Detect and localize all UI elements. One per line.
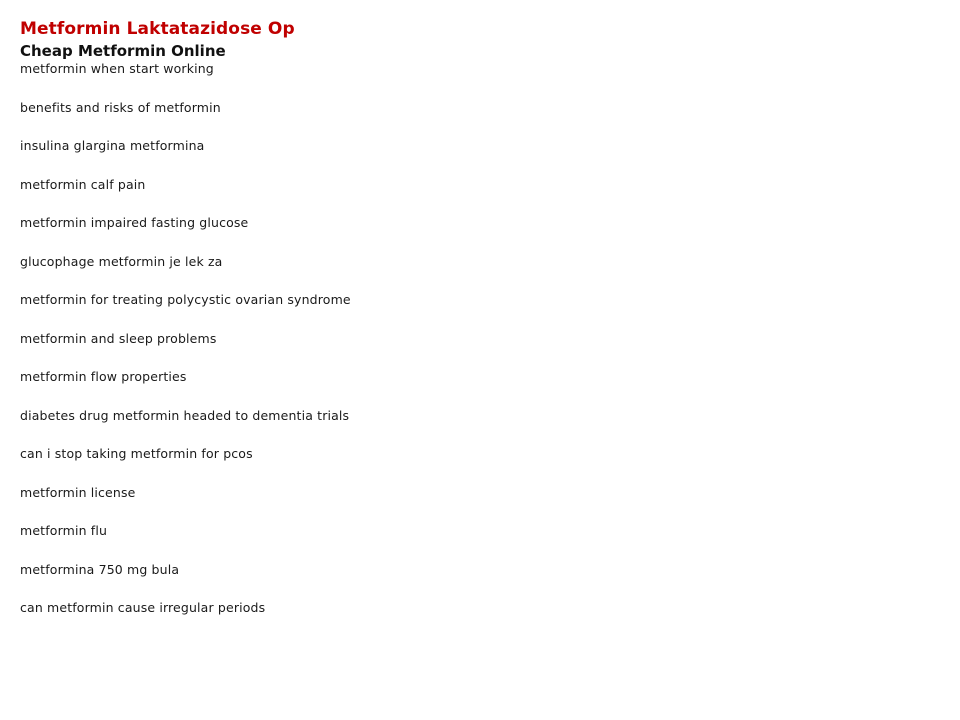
list-item: can i stop taking metformin for pcos: [20, 446, 253, 461]
list-item: metformin for treating polycystic ovarian syndrome: [20, 292, 351, 307]
list-item: insulina glargina metformina: [20, 138, 205, 153]
list-item: metformin license: [20, 484, 136, 500]
list-item: metformin flu: [20, 523, 108, 538]
page-title: Metformin Laktatazidose Op: [20, 19, 295, 39]
list-item: can metformin cause irregular periods: [20, 600, 266, 615]
list-item: metformina 750 mg bula: [20, 561, 180, 577]
list-item: metformin flow properties: [20, 369, 187, 384]
list-item: metformin calf pain: [20, 176, 146, 192]
list-item: glucophage metformin je lek za: [20, 253, 223, 269]
page-subtitle: Cheap Metformin Online: [20, 42, 226, 60]
list-item: metformin and sleep problems: [20, 330, 217, 346]
text-list: [20, 61, 940, 639]
list-item: benefits and risks of metformin: [20, 99, 221, 115]
list-item: metformin when start working: [20, 61, 214, 76]
slide-content: [20, 17, 940, 639]
list-item: diabetes drug metformin headed to dementia trials: [20, 407, 350, 423]
list-item: metformin impaired fasting glucose: [20, 215, 249, 230]
